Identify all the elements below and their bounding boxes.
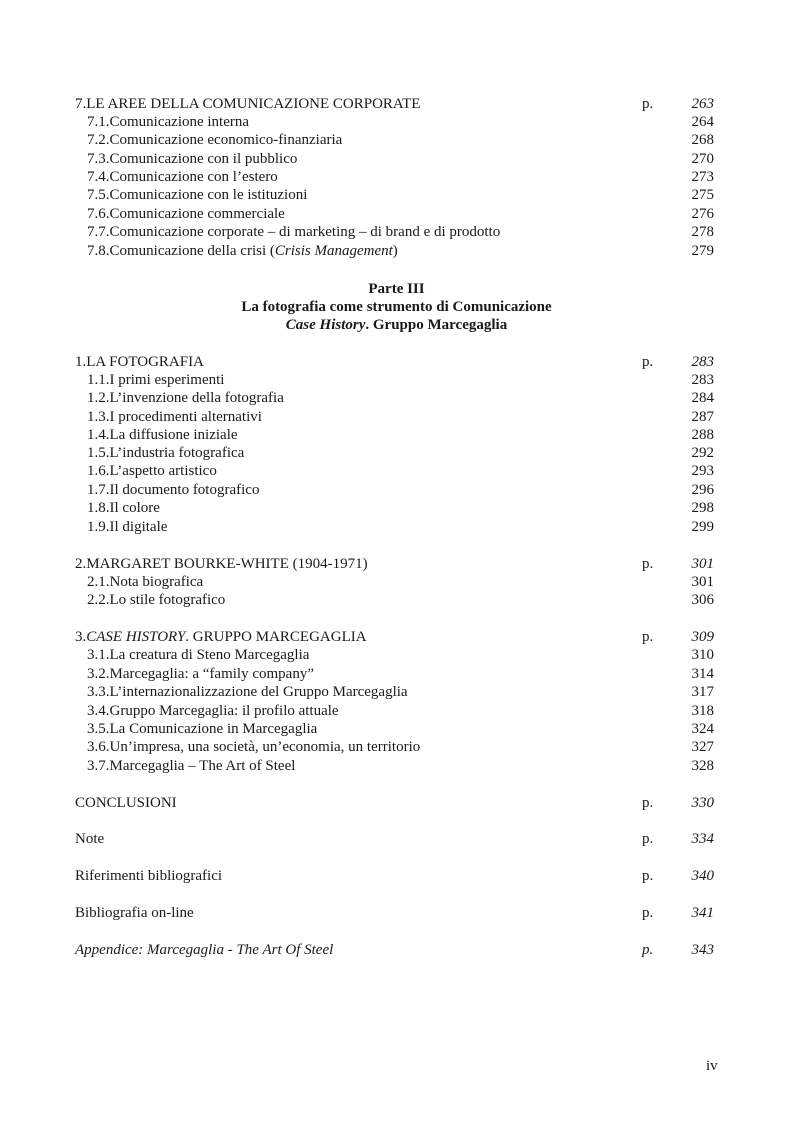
toc-entry-title: 3.4.Gruppo Marcegaglia: il profilo attuale: [87, 703, 339, 719]
toc-entry: [0, 131, 793, 149]
toc-entry-title: 1.5.L’industria fotografica: [87, 445, 245, 461]
toc-page-number: 298: [691, 500, 714, 516]
toc-chapter: [0, 628, 793, 646]
toc-chapter: [0, 867, 793, 885]
toc-entry: [0, 444, 793, 462]
toc-page-number: 301: [691, 574, 714, 590]
toc-entry: [0, 426, 793, 444]
toc-page-prefix: p.: [642, 942, 654, 958]
toc-entry: [0, 720, 793, 738]
toc-page-number: 301: [691, 556, 714, 572]
toc-page-number: 341: [691, 905, 714, 921]
toc-page-number: 310: [691, 647, 714, 663]
toc-entry-title: 7.5.Comunicazione con le istituzioni: [87, 187, 308, 203]
toc-page-number: 299: [691, 519, 714, 535]
toc-entry-title: 2.1.Nota biografica: [87, 574, 204, 590]
toc-chapter: [0, 904, 793, 922]
toc-page-number: 288: [691, 427, 714, 443]
toc-entry: [0, 371, 793, 389]
toc-chapter-title: CONCLUSIONI: [75, 795, 177, 811]
toc-entry-title: 3.2.Marcegaglia: a “family company”: [87, 666, 314, 682]
toc-entry-title: 7.7.Comunicazione corporate – di marketing – di brand e di prodotto: [87, 224, 501, 240]
toc-page-number: 270: [691, 151, 714, 167]
toc-chapter: [0, 353, 793, 371]
toc-page-number: 263: [691, 96, 714, 112]
toc-entry: [0, 518, 793, 536]
part-subtitle: La fotografia come strumento di Comunicazione: [241, 299, 552, 315]
toc-page-prefix: p.: [642, 868, 654, 884]
toc-entry-title: 7.4.Comunicazione con l’estero: [87, 169, 278, 185]
toc-entry-title: 1.6.L’aspetto artistico: [87, 463, 217, 479]
toc-page-number: 314: [691, 666, 714, 682]
toc-chapter-title: Bibliografia on-line: [75, 905, 194, 921]
toc-page-number: 284: [691, 390, 714, 406]
toc-entry: [0, 205, 793, 223]
toc-chapter-title: 7.LE AREE DELLA COMUNICAZIONE CORPORATE: [75, 96, 421, 112]
toc-entry-title: 1.3.I procedimenti alternativi: [87, 409, 262, 425]
toc-entry: [0, 665, 793, 683]
toc-page-prefix: p.: [642, 354, 654, 370]
toc-page-number: 293: [691, 463, 714, 479]
toc-page-number: 268: [691, 132, 714, 148]
toc-entry-title: 1.4.La diffusione iniziale: [87, 427, 238, 443]
toc-entry-title: 7.6.Comunicazione commerciale: [87, 206, 285, 222]
toc-page-number: 318: [691, 703, 714, 719]
toc-chapter: [0, 794, 793, 812]
toc-entry-title: 7.8.Comunicazione della crisi (Crisis Management): [87, 243, 398, 259]
toc-entry: [0, 462, 793, 480]
toc-chapter: [0, 830, 793, 848]
toc-chapter: [0, 555, 793, 573]
toc-entry-title: 7.3.Comunicazione con il pubblico: [87, 151, 298, 167]
toc-page-number: 279: [691, 243, 714, 259]
toc-entry-title: 7.2.Comunicazione economico-finanziaria: [87, 132, 343, 148]
toc-appendix-title: Appendice: Marcegaglia - The Art Of Steel: [75, 942, 334, 958]
toc-entry: [0, 757, 793, 775]
toc-page-number: 283: [691, 354, 714, 370]
toc-page-number: 275: [691, 187, 714, 203]
toc-entry-title: 3.6.Un’impresa, una società, un’economia, un territorio: [87, 739, 421, 755]
toc-page-number: 273: [691, 169, 714, 185]
toc-page-number: 264: [691, 114, 714, 130]
toc-page-prefix: p.: [642, 96, 654, 112]
toc-entry-title: 1.2.L’invenzione della fotografia: [87, 390, 284, 406]
toc-page-number: 317: [691, 684, 714, 700]
toc-page-prefix: p.: [642, 831, 654, 847]
toc-entry: [0, 168, 793, 186]
toc-entry: [0, 683, 793, 701]
toc-page-number: 343: [691, 942, 714, 958]
toc-chapter-title: 1.LA FOTOGRAFIA: [75, 354, 204, 370]
toc-page-number: 327: [691, 739, 714, 755]
toc-page-prefix: p.: [642, 905, 654, 921]
toc-entry-title: 1.9.Il digitale: [87, 519, 168, 535]
toc-page-number: 292: [691, 445, 714, 461]
toc-entry: [0, 646, 793, 664]
toc-entry-title: 1.8.Il colore: [87, 500, 160, 516]
toc-appendix: [0, 941, 793, 959]
toc-entry-title: 1.7.Il documento fotografico: [87, 482, 260, 498]
toc-chapter-title: 2.MARGARET BOURKE-WHITE (1904-1971): [75, 556, 368, 572]
toc-chapter-title: 3.CASE HISTORY. GRUPPO MARCEGAGLIA: [75, 629, 367, 645]
toc-chapter-title: Note: [75, 831, 105, 847]
toc-entry-title: 3.7.Marcegaglia – The Art of Steel: [87, 758, 296, 774]
toc-chapter: [0, 95, 793, 113]
toc-entry: [0, 573, 793, 591]
toc-page-prefix: p.: [642, 556, 654, 572]
toc-page-prefix: p.: [642, 629, 654, 645]
toc-page-number: 340: [691, 868, 714, 884]
part-case-history: Case History. Gruppo Marcegaglia: [285, 317, 508, 333]
toc-entry-title: 3.5.La Comunicazione in Marcegaglia: [87, 721, 318, 737]
toc-page-number: 276: [691, 206, 714, 222]
toc-entry: [0, 223, 793, 241]
toc-entry: [0, 389, 793, 407]
toc-entry: [0, 113, 793, 131]
toc-entry: [0, 499, 793, 517]
part-title: Parte III: [368, 281, 425, 297]
page-number-folio: iv: [706, 1058, 718, 1074]
toc-entry-title: 2.2.Lo stile fotografico: [87, 592, 226, 608]
toc-entry: [0, 150, 793, 168]
toc-page-number: 296: [691, 482, 714, 498]
toc-page-number: 330: [691, 795, 714, 811]
toc-entry: [0, 738, 793, 756]
toc-entry-title: 7.1.Comunicazione interna: [87, 114, 250, 130]
toc-entry-title: 1.1.I primi esperimenti: [87, 372, 225, 388]
toc-entry: [0, 481, 793, 499]
toc-entry-title: 3.1.La creatura di Steno Marcegaglia: [87, 647, 310, 663]
toc-entry: [0, 408, 793, 426]
toc-page-number: 324: [691, 721, 714, 737]
toc-page-prefix: p.: [642, 795, 654, 811]
toc-entry: [0, 186, 793, 204]
toc-entry-title: 3.3.L’internazionalizzazione del Gruppo Marcegaglia: [87, 684, 408, 700]
toc-page-number: 278: [691, 224, 714, 240]
toc-page-number: 287: [691, 409, 714, 425]
toc-page-number: 328: [691, 758, 714, 774]
toc-chapter-title: Riferimenti bibliografici: [75, 868, 223, 884]
toc-page-number: 334: [691, 831, 714, 847]
toc-page-number: 309: [691, 629, 714, 645]
toc-page-number: 283: [691, 372, 714, 388]
toc-page-number: 306: [691, 592, 714, 608]
toc-entry: [0, 702, 793, 720]
toc-entry: [0, 591, 793, 609]
toc-entry: [0, 242, 793, 260]
